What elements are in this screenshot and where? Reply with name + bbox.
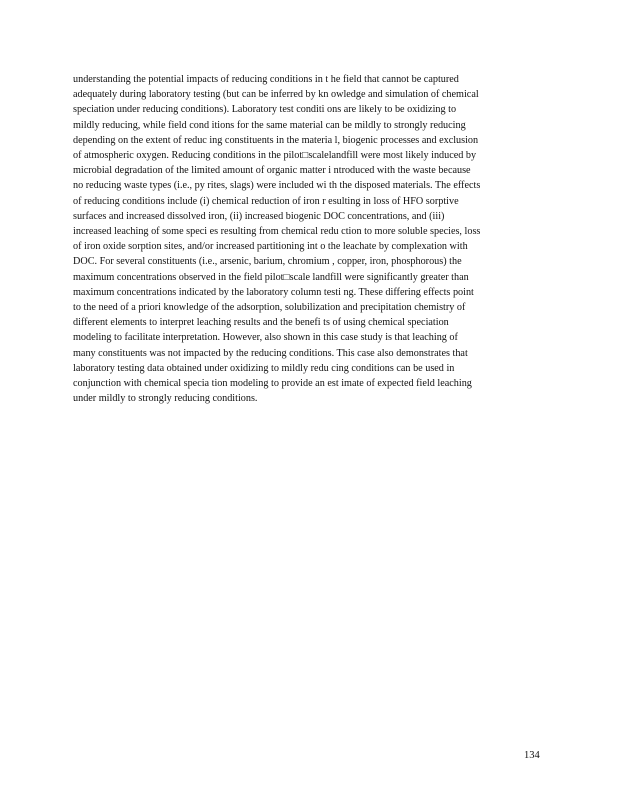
- page-number: 134: [524, 750, 540, 761]
- paragraph-line: modeling to facilitate interpretation. However, also shown in this case study is that leaching of: [73, 332, 458, 344]
- paragraph-line: conjunction with chemical specia tion modeling to provide an est imate of expected field leaching: [73, 378, 472, 390]
- paragraph-line: under mildly to strongly reducing conditions.: [73, 393, 258, 405]
- paragraph-line: no reducing waste types (i.e., py rites, slags) were included wi th the disposed materials. The effects: [73, 180, 481, 192]
- paragraph-line: depending on the extent of reduc ing constituents in the materia l, biogenic processes and exclusion: [73, 134, 479, 146]
- paragraph-line: many constituents was not impacted by the reducing conditions. This case also demonstrates that: [73, 347, 468, 359]
- paragraph-line: maximum concentrations observed in the field pilot□scale landfill were significantly greater than: [73, 271, 469, 283]
- paragraph-line: of iron oxide sorption sites, and/or increased partitioning int o the leachate by complexation with: [73, 241, 468, 253]
- paragraph-line: increased leaching of some speci es resulting from chemical redu ction to more soluble species, loss: [73, 226, 481, 238]
- paragraph-line: different elements to interpret leaching results and the benefi ts of using chemical speciation: [73, 317, 449, 329]
- paragraph-line: mildly reducing, while field cond itions for the same material can be mildly to strongly reducing: [73, 119, 466, 131]
- paragraph-line: of reducing conditions include (i) chemical reduction of iron r esulting in loss of HFO sorptive: [73, 195, 459, 207]
- body-paragraph: [73, 72, 553, 406]
- paragraph-line: adequately during laboratory testing (but can be inferred by kn owledge and simulation of chemical: [73, 89, 479, 101]
- paragraph-line: speciation under reducing conditions). Laboratory test conditi ons are likely to be oxidizing to: [73, 104, 457, 116]
- paragraph-line: to the need of a priori knowledge of the adsorption, solubilization and precipitation chemistry of: [73, 302, 466, 314]
- paragraph-line: of atmospheric oxygen. Reducing conditions in the pilot□scalelandfill were most likely induced by: [73, 150, 477, 162]
- paragraph-line: understanding the potential impacts of reducing conditions in t he field that cannot be captured: [73, 74, 459, 85]
- paragraph-line: maximum concentrations indicated by the laboratory column testi ng. These differing effects point: [73, 286, 474, 298]
- paragraph-line: surfaces and increased dissolved iron, (ii) increased biogenic DOC concentrations, and (iii): [73, 210, 445, 222]
- paragraph-line: DOC. For several constituents (i.e., arsenic, barium, chromium , copper, iron, phosphorous) the: [73, 256, 462, 268]
- paragraph-line: microbial degradation of the limited amount of organic matter i ntroduced with the waste because: [73, 165, 471, 177]
- paragraph-line: laboratory testing data obtained under oxidizing to mildly redu cing conditions can be used in: [73, 362, 455, 374]
